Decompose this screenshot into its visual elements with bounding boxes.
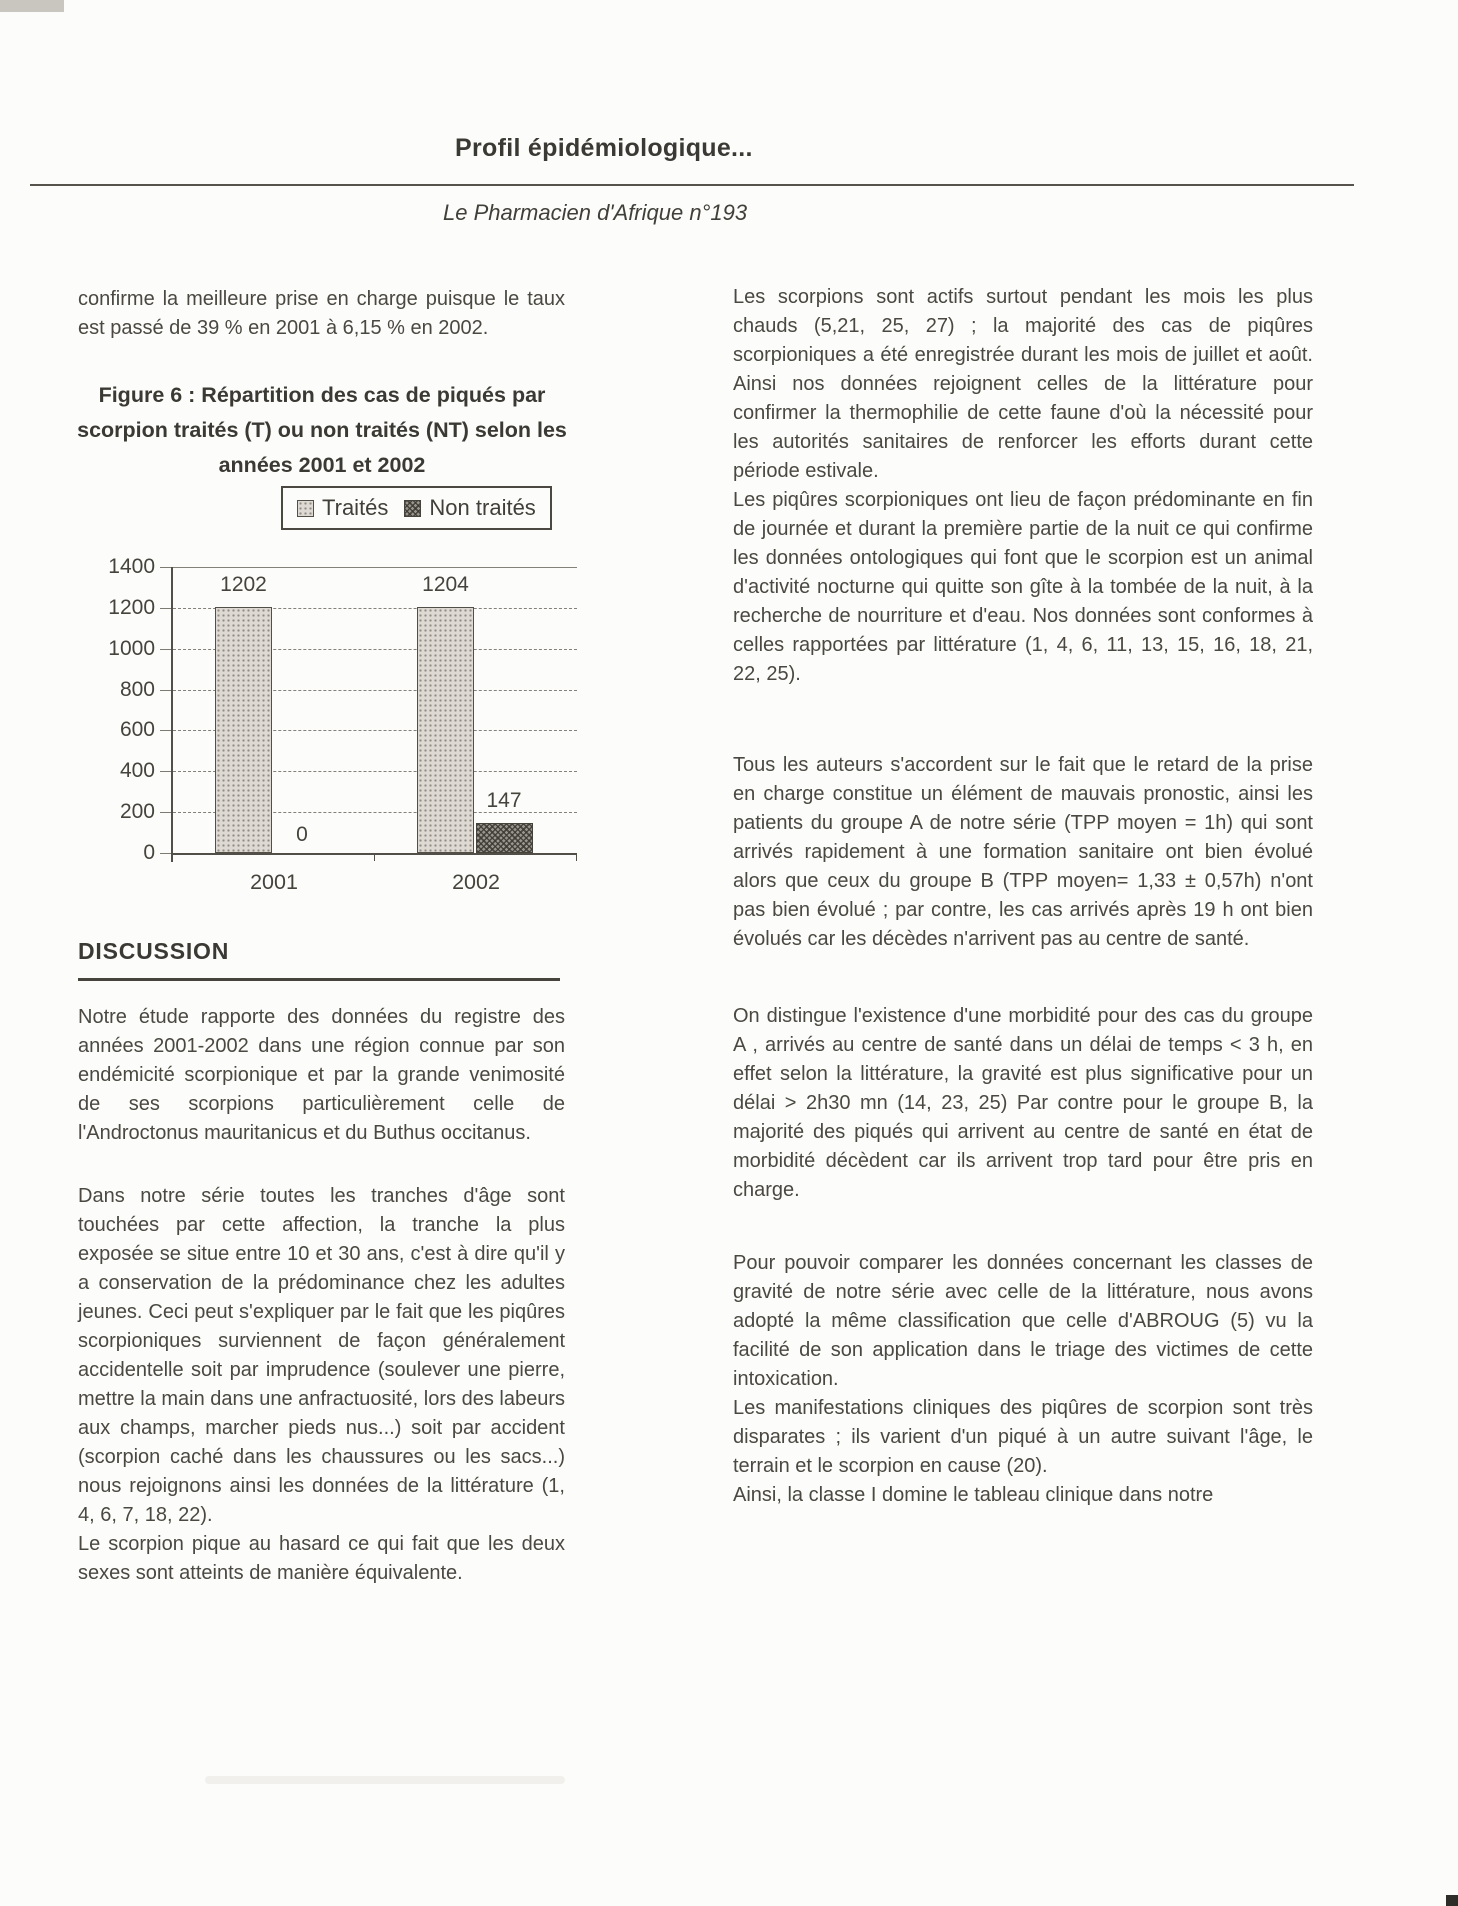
bar-value-label: 1204: [422, 573, 469, 597]
paragraph: Notre étude rapporte des données du registre des années 2001-2002 dans une région connue par son endémicité scorpionique et par la grande venimosité de ses scorpions particulièrement celle de l'Androctonus mauritanicus et du Buthus occitanus.: [78, 1006, 565, 1144]
discussion-heading: DISCUSSION: [78, 938, 560, 981]
y-tick-label: 200: [119, 800, 155, 824]
legend-item-non-traites: [404, 495, 535, 521]
bar-non-traites: [476, 823, 533, 853]
y-tick-label: 1200: [108, 595, 155, 619]
scan-artifact-bottom-right: [1446, 1895, 1458, 1906]
paragraph: Pour pouvoir comparer les données concernant les classes de gravité de notre série avec celle de la littérature, nous avons adopté la même classification que celle d'ABROUG (5) vu la facilité de son application dans le triage des victimes de cette intoxication.: [733, 1252, 1313, 1390]
paragraph: Dans notre série toutes les tranches d'âge sont touchées par cette affection, la tranche la plus exposée se situe entre 10 et 30 ans, c'est à dire qu'il y a conservation de la prédominance chez les adultes jeunes. Ceci peut s'expliquer par le fait que les piqûres scorpioniques surviennent de façon généralement accidentelle soit par imprudence (soulever une pierre, mettre la main dans une anfractuosité, lors des labeurs aux champs, marcher pieds nus...) soit par accident (scorpion caché dans les chaussures ou les sacs...) nous rejoignons ainsi les données de la littérature (1, 4, 6, 7, 18, 22).: [78, 1185, 565, 1526]
y-axis-tick: [160, 608, 171, 609]
y-axis-tick: [160, 771, 171, 772]
bar-value-label: 1202: [220, 573, 267, 597]
x-axis-label: 2001: [250, 870, 298, 894]
bar-chart: [76, 556, 586, 928]
bar-traites: [215, 607, 272, 853]
bar-value-label: 147: [486, 788, 522, 812]
running-title: Profil épidémiologique...: [455, 134, 753, 162]
legend-label-traites: Traités: [322, 495, 389, 520]
chart-legend: [281, 486, 552, 530]
intro-paragraph: confirme la meilleure prise en charge puisque le taux est passé de 39 % en 2001 à 6,15 % en 2002.: [78, 288, 565, 339]
paragraph: Les piqûres scorpioniques ont lieu de façon prédominante en fin de journée et durant la première partie de la nuit ce qui confirme les données ontologiques qui font que le scorpion est un animal d'activité nocturne qui quitte son gîte à la tombée de la nuit, à la recherche de nourriture et d'eau. Nos données sont conformes à celles rapportées par littérature (1, 4, 6, 11, 13, 15, 16, 18, 21, 22, 25).: [733, 489, 1313, 685]
y-axis-foot: [171, 853, 173, 862]
y-axis-tick: [160, 567, 171, 568]
right-column: [733, 0, 1313, 1906]
y-axis-tick: [160, 649, 171, 650]
y-tick-label: 400: [119, 759, 155, 783]
y-tick-label: 0: [143, 841, 155, 864]
x-axis-tick: [374, 853, 375, 861]
paragraph: Ainsi, la classe I domine le tableau clinique dans notre: [733, 1484, 1214, 1506]
y-tick-label: 1400: [108, 555, 155, 578]
y-gridline: [173, 567, 577, 568]
paragraph: Tous les auteurs s'accordent sur le fait que le retard de la prise en charge constitue un élément de mauvais pronostic, ainsi les patients du groupe A de notre série (TPP moyen = 1h) qui sont arrivés rapidement à une formation sanitaire ont bien évolué alors que ceux du groupe B (TPP moyen= 1,33 ± 0,57h) n'ont pas bien évolué ; par contre, les cas arrivés après 19 h ont bien évolués car les décèdes n'arrivent pas au centre de santé.: [733, 754, 1313, 950]
scan-artifact-top-left: [0, 0, 64, 12]
y-axis-tick: [160, 730, 171, 731]
right-column-text: [733, 283, 1313, 1510]
legend-label-non-traites: Non traités: [429, 495, 536, 520]
figure-caption: Figure 6 : Répartition des cas de piqués par scorpion traités (T) ou non traités (NT) selon les années 2001 et 2002: [77, 383, 567, 477]
plot-area: [171, 567, 577, 894]
journal-title: Le Pharmacien d'Afrique n°193: [443, 200, 748, 225]
paragraph: Les manifestations cliniques des piqûres de scorpion sont très disparates ; ils varient d'un piqué à un autre suivant l'âge, le terrain et le scorpion en cause (20).: [733, 1397, 1313, 1477]
paragraph: Les scorpions sont actifs surtout pendant les mois les plus chauds (5,21, 25, 27) ; la majorité des cas de piqûres scorpioniques a été enregistrée durant les mois de juillet et août. Ainsi nos données rejoignent celles de la littérature pour confirmer la thermophilie de cette faune d'où la nécessité pour les autorités sanitaires de renforcer les efforts durant cette période estivale.: [733, 286, 1313, 482]
paragraph: Le scorpion pique au hasard ce qui fait que les deux sexes sont atteints de manière équivalente.: [78, 1533, 565, 1584]
y-axis-tick: [160, 853, 171, 854]
paragraph: On distingue l'existence d'une morbidité pour des cas du groupe A , arrivés au centre de santé dans un délai de temps < 3 h, en effet selon la littérature, la gravité est plus significative pour un délai > 2h30 mn (14, 23, 25) Par contre pour le groupe B, la majorité des piqués qui arrivent au centre de santé en état de morbidité décèdent car ils arrivent trop tard pour être pris en charge.: [733, 1005, 1313, 1201]
legend-item-traites: [297, 495, 388, 521]
y-axis-tick: [160, 690, 171, 691]
y-tick-label: 1000: [108, 636, 155, 660]
x-axis-tick: [576, 853, 577, 861]
bar-traites: [417, 607, 474, 853]
y-tick-label: 800: [119, 677, 155, 701]
y-axis-tick: [160, 812, 171, 813]
legend-swatch-traites-icon: [297, 500, 314, 517]
legend-swatch-non-traites-icon: [404, 500, 421, 517]
discussion-text: [78, 1003, 565, 1588]
left-column: [76, 0, 568, 1906]
x-axis-label: 2002: [452, 870, 500, 894]
bar-value-label: 0: [296, 823, 308, 846]
y-tick-label: 600: [119, 718, 155, 742]
